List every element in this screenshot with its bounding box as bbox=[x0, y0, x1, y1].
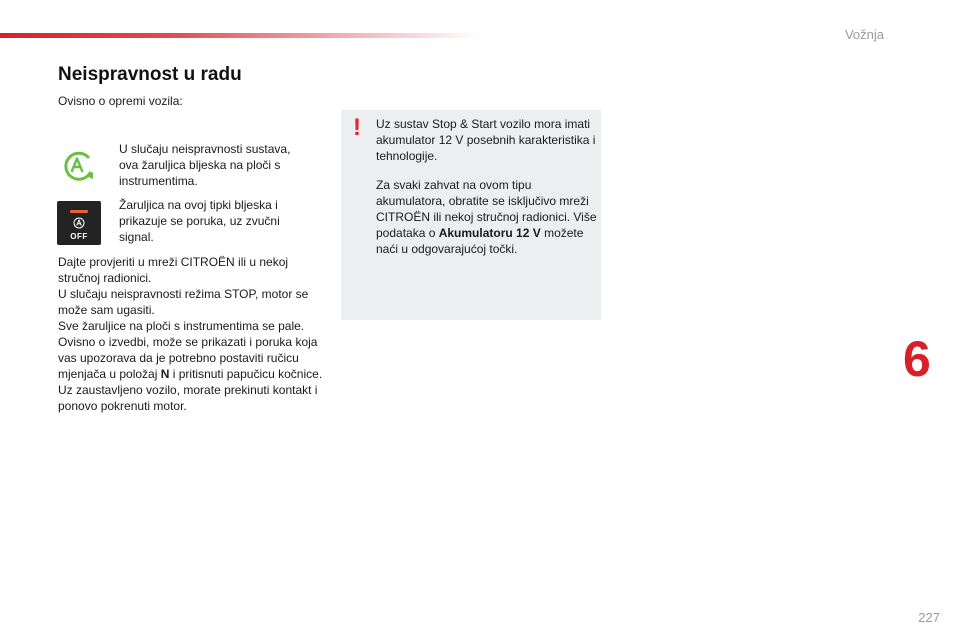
note-text-service bbox=[376, 177, 598, 257]
stop-start-off-button-icon bbox=[57, 201, 101, 245]
intro-text: Ovisno o opremi vozila: bbox=[58, 94, 183, 108]
warning-lamp-description: U slučaju neispravnosti sustava, ova žaruljica bljeska na ploči s instrumentima. bbox=[119, 142, 291, 188]
button-led-indicator bbox=[70, 210, 88, 213]
note-box bbox=[341, 110, 601, 320]
section-label: Vožnja bbox=[844, 27, 884, 42]
page-number: 227 bbox=[918, 610, 940, 625]
note-text-battery: Uz sustav Stop & Start vozilo mora imati akumulator 12 V posebnih karakteristika i tehnologije. bbox=[376, 117, 596, 163]
gear-paragraph bbox=[58, 334, 326, 382]
paragraph: Dajte provjeriti u mreži CITROËN ili u nekoj stručnoj radionici. bbox=[58, 255, 289, 285]
note-text-after: možete naći u odgovarajućoj točki. bbox=[376, 226, 584, 256]
header-accent-bar bbox=[0, 33, 480, 38]
gear-text-before: Ovisno o izvedbi, može se prikazati i poruka koja vas upozorava da je potrebno postaviti ručicu mjenjača u položaj bbox=[58, 335, 318, 381]
paragraph: Uz zaustavljeno vozilo, morate prekinuti kontakt i ponovo pokrenuti motor. bbox=[58, 383, 318, 413]
a-circle-icon bbox=[73, 217, 85, 229]
chapter-number: 6 bbox=[903, 331, 931, 387]
main-body-text bbox=[58, 254, 326, 414]
note-battery-link-text: Akumulatoru 12 V bbox=[438, 226, 541, 240]
exclamation-icon: ! bbox=[353, 114, 361, 141]
gear-position-n: N bbox=[160, 367, 170, 381]
button-off-label: OFF bbox=[70, 232, 88, 241]
page-title: Neispravnost u radu bbox=[58, 64, 242, 85]
stop-start-a-icon bbox=[61, 150, 95, 182]
gear-text-after: i pritisnuti papučicu kočnice. bbox=[169, 367, 323, 381]
note-text-before: Za svaki zahvat na ovom tipu akumulatora, obratite se isključivo mreži CITROËN ili nekoj stručnoj radionici. Više podataka o bbox=[376, 178, 597, 240]
paragraph: U slučaju neispravnosti režima STOP, motor se može sam ugasiti. bbox=[58, 287, 309, 317]
paragraph: Sve žaruljice na ploči s instrumentima se pale. bbox=[58, 319, 305, 333]
button-lamp-description: Žaruljica na ovoj tipki bljeska i prikazuje se poruka, uz zvučni signal. bbox=[119, 198, 280, 244]
